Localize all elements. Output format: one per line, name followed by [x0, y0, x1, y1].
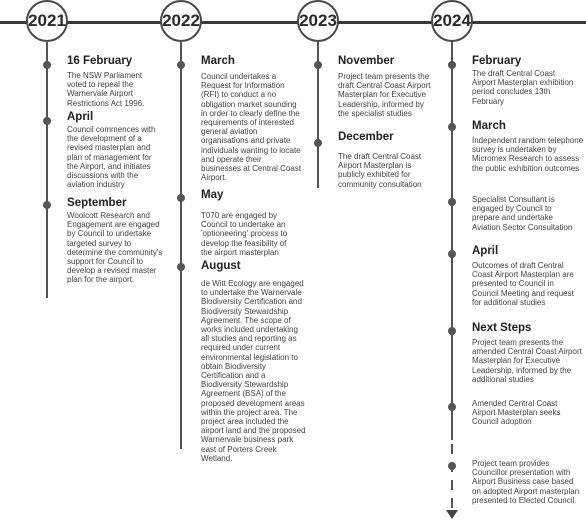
milestone-dot — [314, 139, 322, 147]
milestone-heading: November — [338, 55, 395, 67]
milestone-heading: December — [338, 131, 394, 143]
milestone-dot — [43, 201, 51, 209]
year-label: 2023 — [299, 11, 337, 30]
timeline-dash — [451, 444, 453, 454]
timeline-2024-line — [451, 42, 453, 440]
milestone-heading: April — [472, 245, 499, 257]
milestone-text: Woolcott Research and Engagement are engaged by Council to undertake targeted survey to determine the community's support for Council to develop a revised master plan for the airport. — [67, 211, 163, 285]
milestone-text: Amended Central Coast Airport Masterplan seeks Council adoption — [472, 399, 561, 427]
milestone-dot — [177, 61, 185, 69]
milestone-dot — [448, 250, 456, 258]
milestone-text: Project team provides Councillor presentation with Airport Business case based on adopted Airport masterplan presented to Elected Council. — [472, 459, 580, 505]
year-2022-circle — [160, 0, 202, 42]
milestone-text: Specialist Consultant is engaged by Council to prepare and undertake Aviation Sector Consultation — [472, 195, 573, 232]
milestone-dot — [448, 123, 456, 131]
milestone-dot — [177, 263, 185, 271]
milestone-heading: March — [201, 55, 235, 67]
milestone-text: The draft Central Coast Airport Masterplan is publicly exhibited for community consultation — [338, 152, 422, 189]
year-2021-circle — [26, 0, 68, 42]
year-label: 2024 — [433, 11, 471, 30]
milestone-text: The draft Central Coast Airport Masterplan exhibition period concludes 13th February — [472, 69, 574, 106]
milestone-text: de Witt Ecology are engaged to undertake the Warnervale Biodiversity Certification and Biodiversity Stewardship Agreement. The scope of works included undertaking all studies and reporting as required under current environmental legislation to obtain Biodiversity Certification and a Biodiversity Stewardship Agreement (BSA) of the proposed development areas within the project area. The project area included the airport land and the proposed Warnervale business park east of Porters Creek Wetland. — [201, 279, 306, 463]
milestone-dot — [177, 194, 185, 202]
milestone-dot — [448, 462, 456, 470]
milestone-dot — [448, 61, 456, 69]
milestone-heading: April — [67, 111, 94, 123]
milestone-heading: Next Steps — [472, 322, 532, 334]
year-2023-circle — [297, 0, 339, 42]
milestone-text: Outcomes of draft Central Coast Airport Masterplan are presented to Council in Council Meeting and request for additional studies — [472, 261, 574, 307]
timeline-bar — [0, 21, 586, 24]
milestone-heading: August — [201, 260, 241, 272]
milestone-dot — [448, 198, 456, 206]
milestone-text: T070 are engaged by Council to undertake an 'optioneering' process to develop the feasibility of the airport masterplan — [201, 211, 288, 257]
milestone-dot — [448, 403, 456, 411]
milestone-dot — [448, 327, 456, 335]
milestone-text: Project team presents the amended Central Coast Airport Masterplan for Executive Leadership, informed by the additional studies — [472, 338, 582, 384]
milestone-text: Independent random telephone survey is undertaken by Micromex Research to assess the public exhibition outcomes — [472, 136, 584, 173]
timeline-2021-line — [46, 42, 48, 298]
milestone-dot — [43, 117, 51, 125]
milestone-text: Project team presents the draft Central Coast Airport Masterplan for Executive Leadership, informed by the specialist studies — [338, 72, 431, 118]
timeline-dash — [451, 498, 453, 508]
milestone-heading: 16 February — [67, 55, 133, 67]
milestone-heading: February — [472, 55, 522, 67]
milestone-dot — [43, 61, 51, 69]
year-label: 2022 — [162, 11, 200, 30]
timeline-arrow-icon — [446, 510, 458, 519]
timeline-2022-line — [180, 42, 182, 449]
year-2024-circle — [431, 0, 473, 42]
milestone-heading: May — [201, 189, 224, 201]
milestone-heading: March — [472, 120, 506, 132]
timeline-dash — [451, 480, 453, 490]
milestone-dot — [314, 61, 322, 69]
milestone-text: Council undertakes a Request for Information (RFI) to conduct a no obligation market sounding in order to clearly define the requirements of interested general aviation organisations and private individuals wanting to locate and operate their businesses at Central Coast Airport. — [201, 72, 302, 183]
year-label: 2021 — [28, 11, 66, 30]
milestone-text: Council commences with the development of a revised masterplan and plan of management for the Airport, and initiates discussions with the aviation industry — [67, 125, 156, 190]
milestone-heading: September — [67, 197, 127, 209]
milestone-text: The NSW Parliament voted to repeal the Warnervale Airport Restrictions Act 1996. — [67, 71, 145, 108]
